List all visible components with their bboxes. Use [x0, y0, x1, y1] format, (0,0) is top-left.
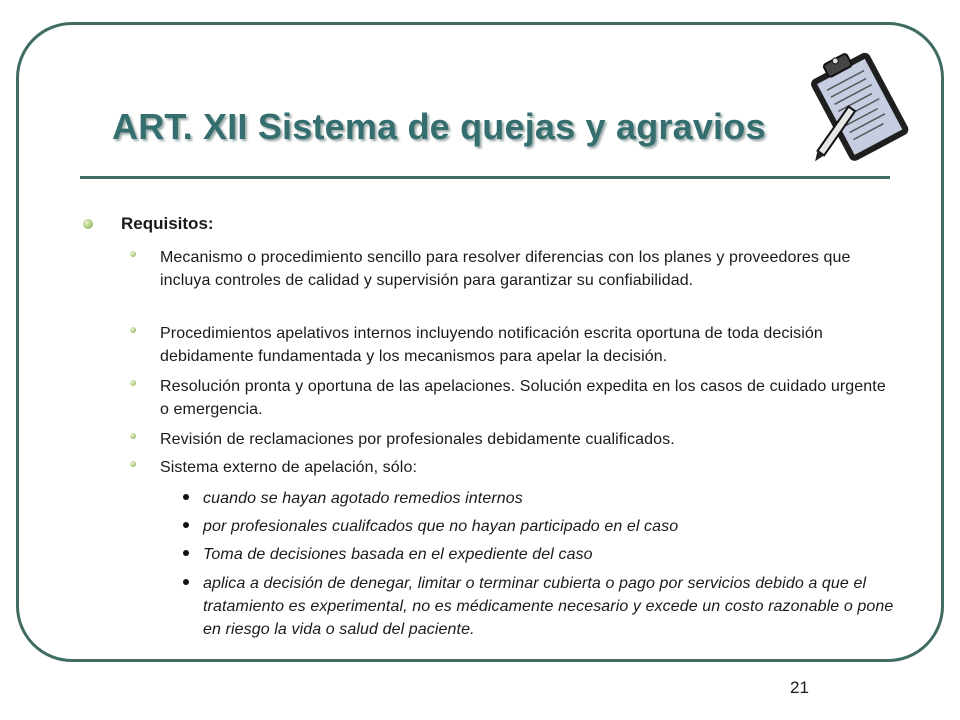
bullet-icon: [130, 380, 136, 386]
bullet-icon: [183, 550, 189, 556]
list-item-text: Resolución pronta y oportuna de las apelaciones. Solución expedita en los casos de cuidado urgente o emergencia.: [160, 378, 886, 418]
list-item: [130, 428, 890, 451]
sub-list-item-text: aplica a decisión de denegar, limitar o terminar cubierta o pago por servicios debido a que el tratamiento es experimental, no es médicamente necesario y excede un costo razonable o pone en riesgo la vida o salud del paciente.: [203, 575, 894, 638]
heading-label: Requisitos:: [121, 214, 214, 233]
list-item-text: Revisión de reclamaciones por profesionales debidamente cualificados.: [160, 431, 675, 448]
slide-title: ART. XII Sistema de quejas y agravios: [112, 106, 766, 147]
sub-list-item-text: por profesionales cualifcados que no hayan participado en el caso: [203, 518, 679, 535]
sub-list-item: [183, 543, 903, 566]
bullet-icon: [130, 461, 136, 467]
list-item: [130, 246, 890, 292]
page-number: 21: [790, 678, 809, 697]
sub-list-item: [183, 572, 903, 641]
bullet-icon: [183, 494, 189, 500]
list-item-text: Mecanismo o procedimiento sencillo para resolver diferencias con los planes y proveedores que incluya controles de calidad y supervisión para garantizar su confiabilidad.: [160, 249, 851, 289]
bullet-icon: [130, 327, 136, 333]
sub-list-item: [183, 515, 903, 538]
bullet-icon: [83, 219, 93, 229]
clipboard-with-pen-icon: [790, 40, 926, 170]
list-item: [130, 375, 890, 421]
bullet-icon: [183, 579, 189, 585]
bullet-icon: [130, 251, 136, 257]
list-item-text: Procedimientos apelativos internos incluyendo notificación escrita oportuna de toda decisión debidamente fundamentada y los mecanismos para apelar la decisión.: [160, 325, 823, 365]
title-divider: [80, 176, 890, 179]
sub-list-item: [183, 487, 903, 510]
list-item: [130, 322, 890, 368]
requirements-heading: [80, 214, 214, 234]
bullet-icon: [130, 433, 136, 439]
sub-list-item-text: cuando se hayan agotado remedios internos: [203, 490, 523, 507]
list-item-text: Sistema externo de apelación, sólo:: [160, 459, 417, 476]
list-item: [130, 456, 890, 479]
sub-list-item-text: Toma de decisiones basada en el expediente del caso: [203, 546, 593, 563]
bullet-icon: [183, 522, 189, 528]
